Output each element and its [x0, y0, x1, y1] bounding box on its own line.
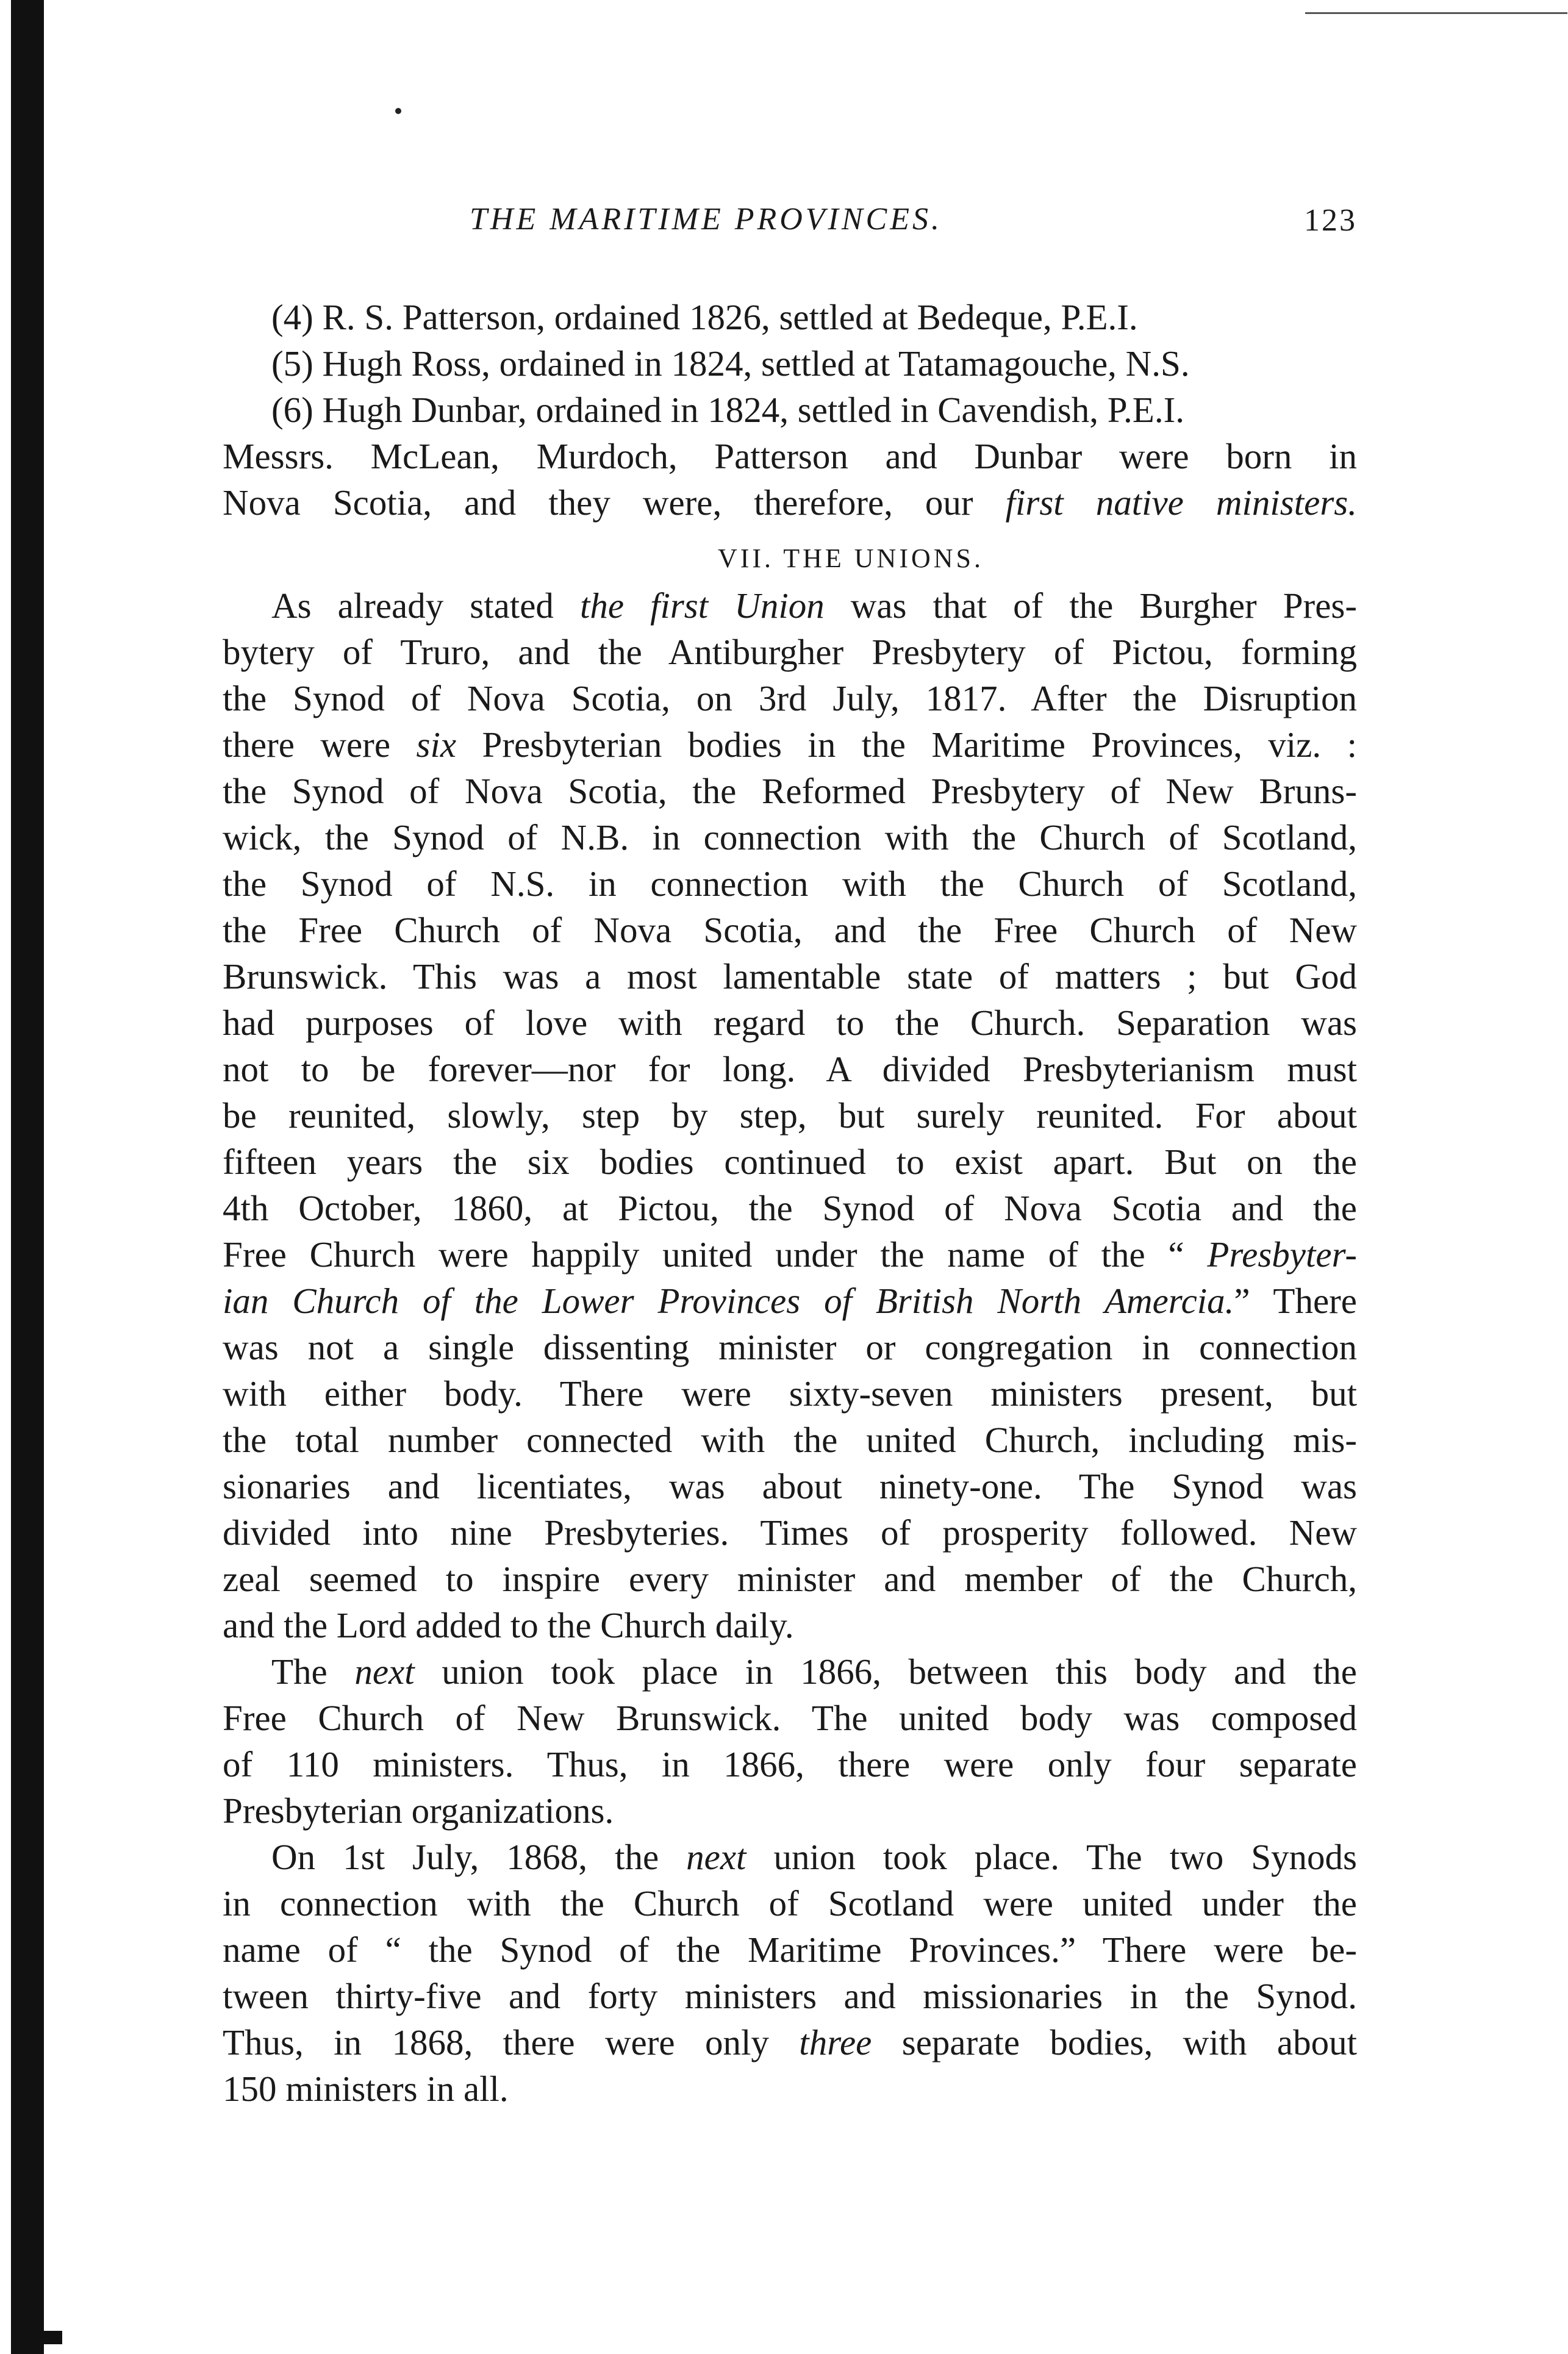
italic-span: three	[799, 2022, 872, 2062]
text-span: Presbyterian bodies in the Maritime Provinces, viz. :	[456, 724, 1357, 765]
italic-span: six	[416, 724, 457, 765]
text-line: the total number connected with the united Church, including mis-	[223, 1420, 1357, 1460]
text-span: As already stated	[271, 585, 580, 626]
scan-speck	[395, 108, 401, 114]
text-span: On 1st July, 1868, the	[271, 1837, 687, 1877]
italic-span: first native ministers.	[1005, 482, 1357, 523]
text-span: Nova Scotia, and they were, therefore, our	[223, 482, 1006, 523]
book-page	[223, 201, 1357, 2112]
text-line: Messrs. McLean, Murdoch, Patterson and Dunbar were born in	[223, 436, 1357, 476]
text-span: Thus, in 1868, there were only	[223, 2022, 800, 2062]
text-span: there were	[223, 724, 417, 765]
text-span: union took place. The two Synods	[746, 1837, 1358, 1877]
text-line: the Synod of Nova Scotia, on 3rd July, 1817. After the Disruption	[223, 678, 1357, 718]
text-span: ” There	[1234, 1281, 1357, 1321]
text-line: bytery of Truro, and the Antiburgher Presbytery of Pictou, forming	[223, 632, 1357, 672]
text-line: sionaries and licentiates, was about ninety-one. The Synod was	[223, 1466, 1357, 1506]
running-head	[223, 201, 1357, 256]
text-line: and the Lord added to the Church daily.	[223, 1605, 794, 1645]
ordained-list	[223, 294, 1357, 433]
text-span: union took place in 1866, between this body and the	[414, 1651, 1357, 1692]
text-line: Free Church of New Brunswick. The united body was composed	[223, 1698, 1357, 1738]
text-line: not to be forever—nor for long. A divided Presbyterianism must	[223, 1049, 1357, 1089]
text-line: the Free Church of Nova Scotia, and the Free Church of New	[223, 910, 1357, 950]
text-line	[223, 1231, 1357, 1278]
text-line	[223, 1834, 1357, 1880]
italic-span: Presbyter-	[1207, 1234, 1357, 1275]
text-line: had purposes of love with regard to the Church. Separation was	[223, 1003, 1357, 1043]
text-line: fifteen years the six bodies continued to exist apart. But on the	[223, 1142, 1357, 1182]
scan-gutter-foot	[44, 2331, 62, 2344]
italic-span: ian Church of the Lower Provinces of British North Amercia.	[223, 1281, 1234, 1321]
text-line: with either body. There were sixty-seven ministers present, but	[223, 1373, 1357, 1414]
scan-top-rule	[1305, 12, 1567, 14]
text-line: zeal seemed to inspire every minister and member of the Church,	[223, 1559, 1357, 1599]
paragraph-next-union-1866	[223, 1648, 1357, 1834]
text-span: was that of the Burgher Pres-	[824, 585, 1357, 626]
italic-span: the first Union	[579, 585, 825, 626]
text-span: The	[271, 1651, 355, 1692]
paragraph-unions	[223, 582, 1357, 1648]
text-line	[223, 479, 1357, 526]
text-line: 150 ministers in all.	[223, 2069, 509, 2109]
text-line	[223, 1278, 1357, 1324]
paragraph-next-union-1868	[223, 1834, 1357, 2112]
text-line: the Synod of N.S. in connection with the Church of Scotland,	[223, 864, 1357, 904]
text-line: name of “ the Synod of the Maritime Provinces.” There were be-	[223, 1930, 1357, 1970]
text-line: tween thirty-five and forty ministers and missionaries in the Synod.	[223, 1976, 1357, 2016]
text-line	[223, 1648, 1357, 1695]
section-heading: VII. THE UNIONS.	[717, 543, 984, 573]
paragraph-messrs	[223, 433, 1357, 526]
running-title: THE MARITIME PROVINCES.	[470, 202, 943, 237]
text-span: Free Church were happily united under the name of the “	[223, 1234, 1208, 1275]
text-line: wick, the Synod of N.B. in connection with the Church of Scotland,	[223, 817, 1357, 857]
list-item: (4) R. S. Patterson, ordained 1826, settled at Bedeque, P.E.I.	[271, 297, 1138, 337]
text-line	[223, 582, 1357, 629]
italic-span: next	[354, 1651, 415, 1692]
page-number: 123	[1304, 203, 1357, 238]
scan-gutter-bar	[11, 0, 44, 2354]
text-line	[223, 721, 1357, 768]
text-line: of 110 ministers. Thus, in 1866, there were only four separate	[223, 1744, 1357, 1784]
text-line: Presbyterian organizations.	[223, 1791, 614, 1831]
text-line: in connection with the Church of Scotland were united under the	[223, 1883, 1357, 1923]
text-line: 4th October, 1860, at Pictou, the Synod of Nova Scotia and the	[223, 1188, 1357, 1228]
italic-span: next	[686, 1837, 746, 1877]
text-line: Brunswick. This was a most lamentable state of matters ; but God	[223, 956, 1357, 996]
text-line: divided into nine Presbyteries. Times of prosperity followed. New	[223, 1512, 1357, 1553]
text-line	[223, 2019, 1357, 2066]
text-line: was not a single dissenting minister or congregation in connection	[223, 1327, 1357, 1367]
text-span: separate bodies, with about	[872, 2022, 1357, 2062]
text-line: the Synod of Nova Scotia, the Reformed Presbytery of New Bruns-	[223, 771, 1357, 811]
list-item: (5) Hugh Ross, ordained in 1824, settled at Tatamagouche, N.S.	[271, 343, 1190, 384]
list-item: (6) Hugh Dunbar, ordained in 1824, settled in Cavendish, P.E.I.	[271, 390, 1184, 430]
text-line: be reunited, slowly, step by step, but surely reunited. For about	[223, 1095, 1357, 1136]
